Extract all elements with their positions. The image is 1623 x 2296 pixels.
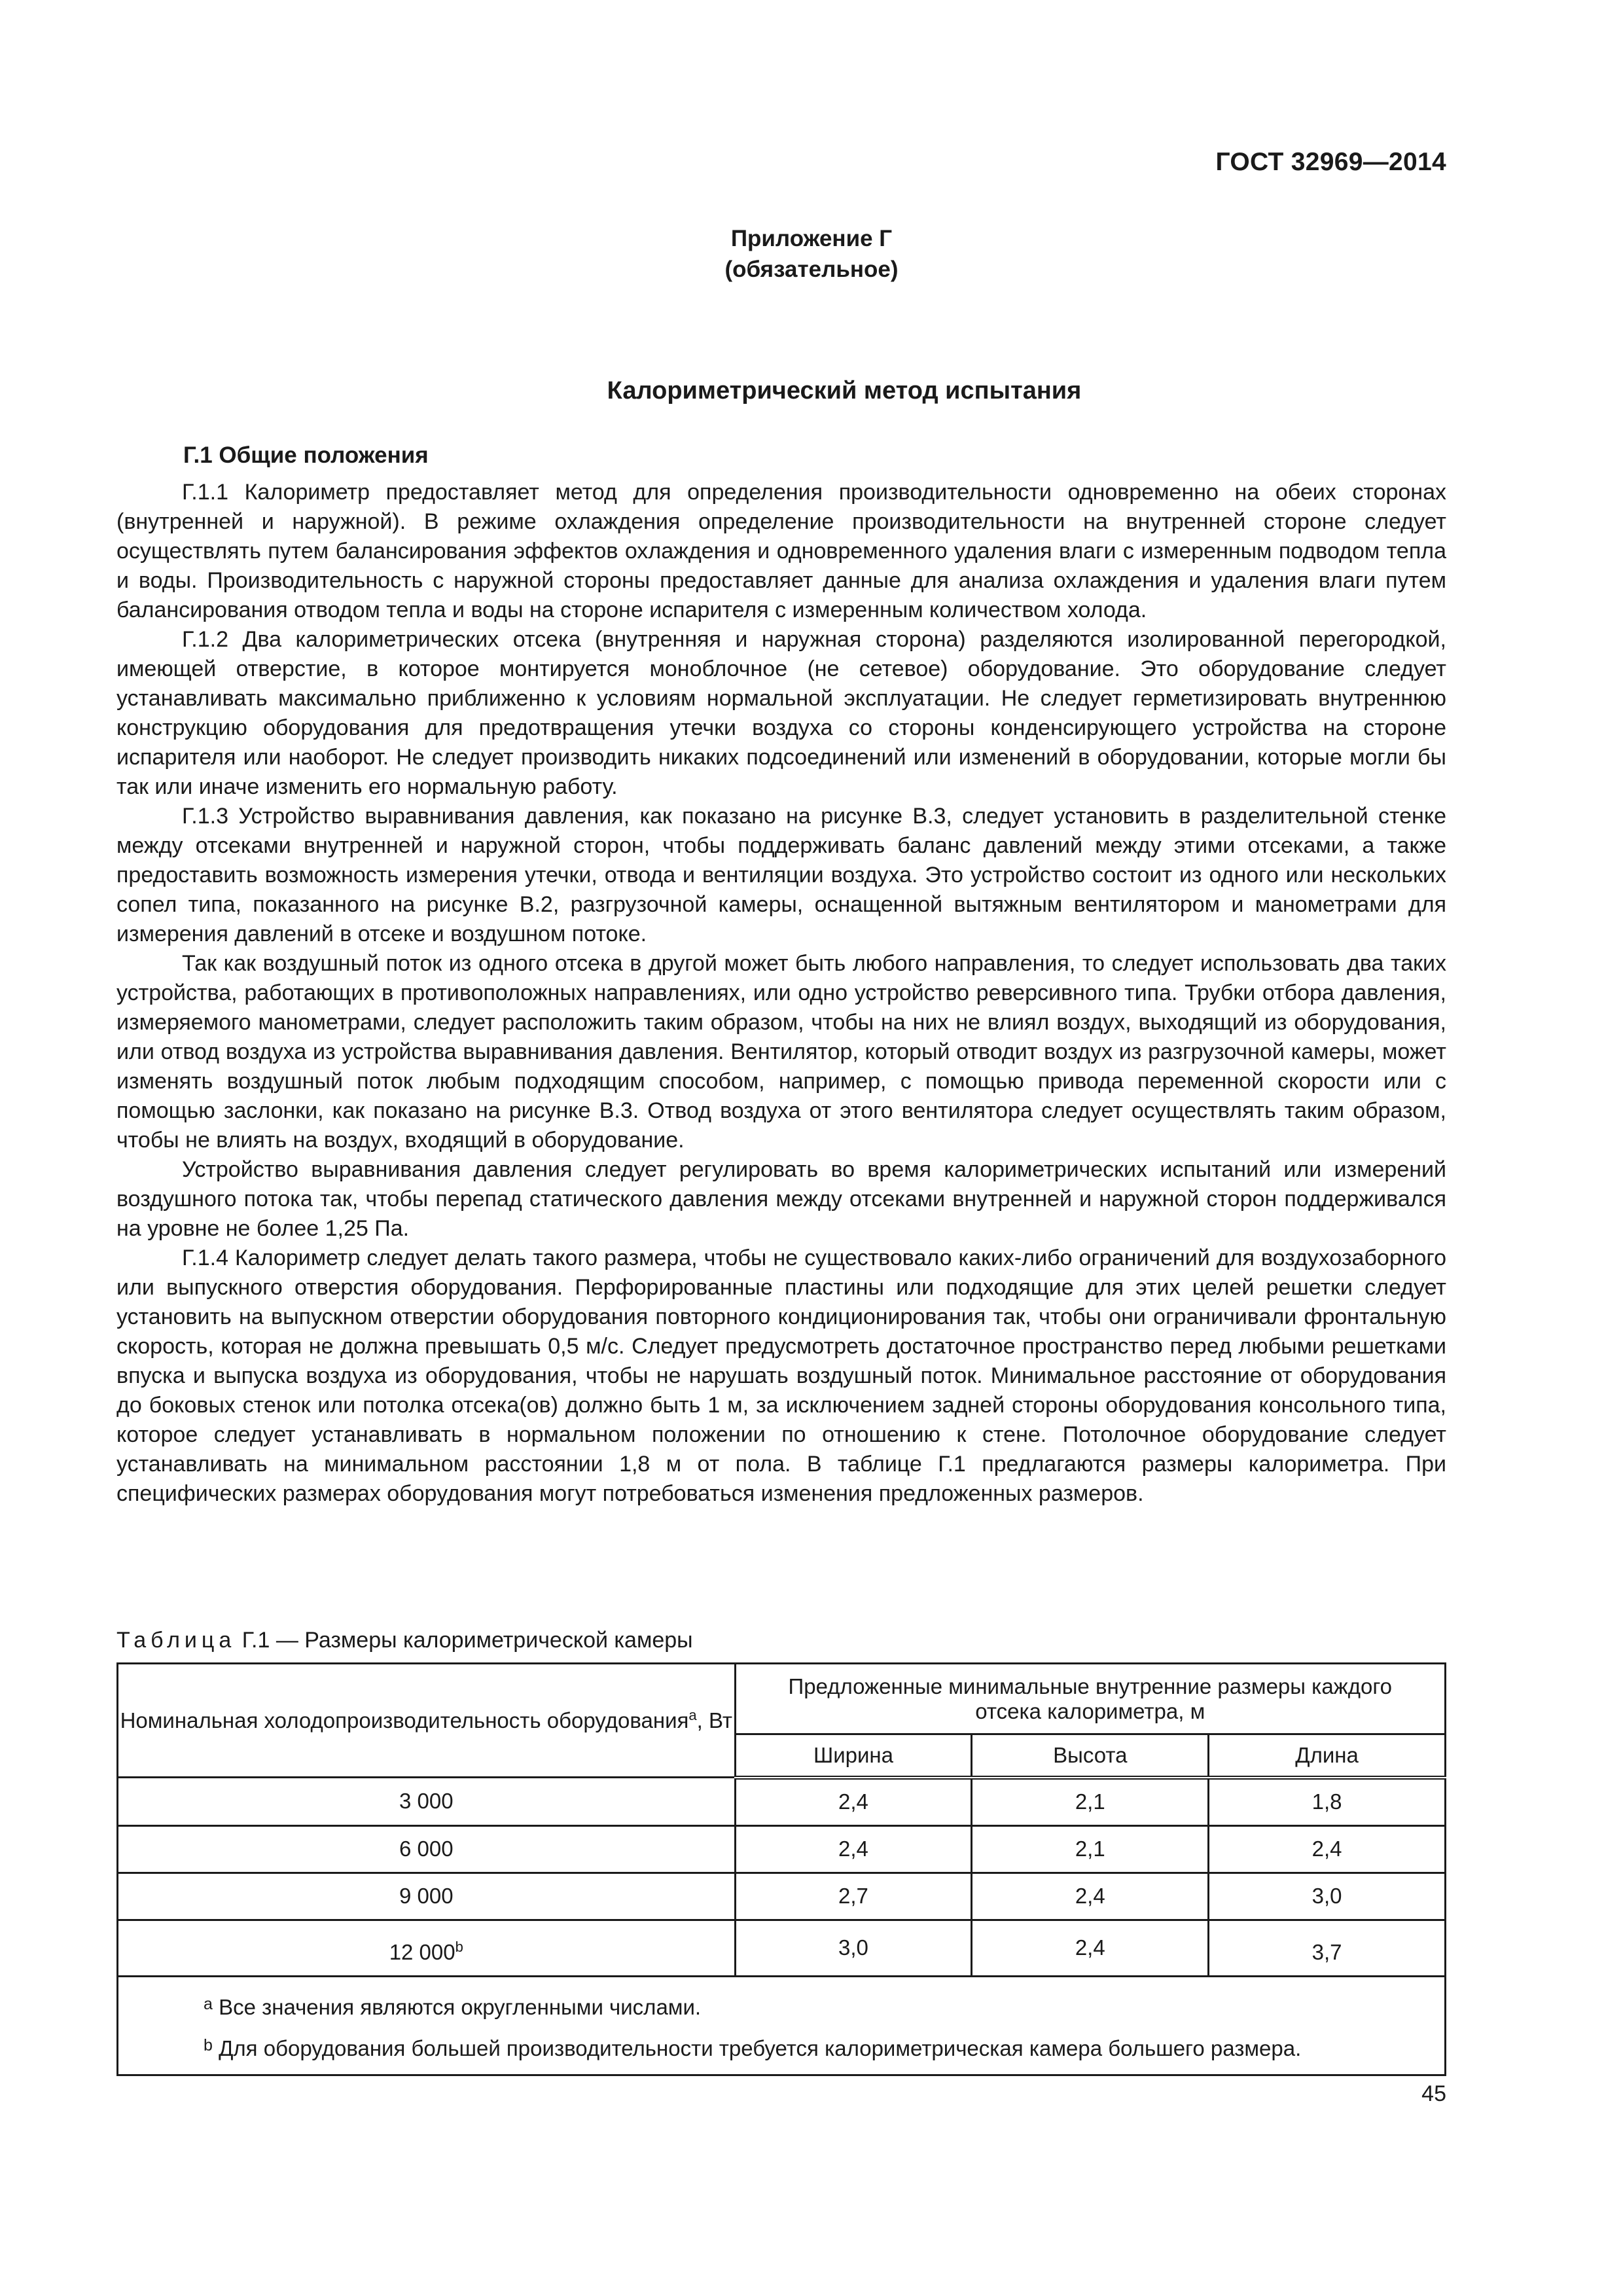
page-number: 45	[1421, 2081, 1446, 2106]
cell-length: 2,4	[1209, 1825, 1446, 1873]
table-footnotes	[118, 1976, 1446, 2075]
table-caption-text: Г.1 — Размеры калориметрической камеры	[236, 1628, 693, 1653]
section-title: Калориметрический метод испытания	[607, 377, 1082, 404]
dimensions-table	[116, 1662, 1446, 2076]
header-dimensions-group	[735, 1664, 1445, 1734]
paragraph: Г.1.1 Калориметр предоставляет метод для определения производительности одновременно на обеих сторонах (внутренней и наружной). В режиме охлаждения определение производительности на внутренней стороне следует осуществлять путем балансирования эффектов охлаждения и одновременного удаления влаги с измеренным подводом тепла и воды. Производительность с наружной стороны предоставляет данные для анализа охлаждения и удаления влаги путем балансирования отводом тепла и воды на стороне испарителя с измеренным количеством холода.	[116, 480, 1446, 622]
header-dimensions-label: Предложенные минимальные внутренние размеры каждого отсека калориметра, м	[788, 1674, 1393, 1723]
footnote	[204, 2026, 1444, 2068]
footnote-text: Все значения являются округленными числами.	[212, 1994, 702, 2019]
capacity-value: 3 000	[399, 1789, 454, 1814]
appendix-type: (обязательное)	[724, 257, 899, 282]
paragraph: Устройство выравнивания давления следует регулировать во время калориметрических испытаний или измерений воздушного потока так, чтобы перепад статического давления между отсеками внутренней и наружной сторон поддерживался на уровне не более 1,25 Па.	[116, 1157, 1446, 1241]
cell-capacity	[118, 1778, 736, 1826]
table-row	[118, 1825, 1446, 1873]
cell-width: 3,0	[735, 1920, 972, 1976]
footnote-ref: a	[688, 1706, 697, 1723]
header-width: Ширина	[735, 1734, 972, 1778]
footnote-ref: b	[455, 1939, 463, 1955]
cell-length: 3,0	[1209, 1873, 1446, 1920]
cell-width: 2,7	[735, 1873, 972, 1920]
header-height: Высота	[972, 1734, 1209, 1778]
cell-height: 2,1	[972, 1825, 1209, 1873]
cell-width: 2,4	[735, 1825, 972, 1873]
cell-length: 1,8	[1209, 1778, 1446, 1826]
footnote-mark: b	[204, 2036, 213, 2054]
paragraph: Г.1.2 Два калориметрических отсека (внутренняя и наружная сторона) разделяются изолированной перегородкой, имеющей отверстие, в которое монтируется моноблочное (не сетевое) оборудование. Это оборудование следует устанавливать максимально приближенно к условиям нормальной эксплуатации. Не следует герметизировать внутреннюю конструкцию оборудования для предотвращения утечки воздуха со стороны конденсирующего устройства на стороне испарителя или наоборот. Не следует производить никаких подсоединений или изменений в оборудовании, которые могли бы так или иначе изменить его нормальную работу.	[116, 627, 1446, 799]
paragraph: Так как воздушный поток из одного отсека в другой может быть любого направления, то следует использовать два таких устройства, работающих в противоположных направлениях, или одно устройство реверсивного типа. Трубки отбора давления, измеряемого манометрами, следует расположить таким образом, чтобы на них не влиял воздух, выходящий из оборудования, или отвод воздуха из устройства выравнивания давления. Вентилятор, который отводит воздух из разгрузочной камеры, может изменять воздушный поток любым подходящим способом, например, с помощью привода переменной скорости или с помощью заслонки, как показано на рисунке В.3. Отвод воздуха от этого вентилятора следует осуществлять таким образом, чтобы не влиять на воздух, входящий в оборудование.	[116, 951, 1446, 1153]
table-row	[118, 1873, 1446, 1920]
cell-capacity	[118, 1825, 736, 1873]
capacity-value: 6 000	[399, 1837, 454, 1861]
cell-width: 2,4	[735, 1778, 972, 1826]
appendix-title: Приложение Г	[730, 226, 893, 251]
footnote-mark: a	[204, 1994, 213, 2013]
table-row	[118, 1778, 1446, 1826]
cell-capacity	[118, 1873, 736, 1920]
cell-height: 2,1	[972, 1778, 1209, 1826]
paragraph: Г.1.4 Калориметр следует делать такого размера, чтобы не существовало каких-либо ограничений для воздухозаборного или выпускного отверстия оборудования. Перфорированные пластины или подходящие для этих целей решетки следует установить на выпускном отверстии оборудования повторного кондиционирования так, чтобы они ограничивали фронтальную скорость, которая не должна превышать 0,5 м/с. Следует предусмотреть достаточное пространство перед любыми решетками впуска и выпуска воздуха из оборудования, чтобы не нарушать воздушный поток. Минимальное расстояние от оборудования до боковых стенок или потолка отсека(ов) должно быть 1 м, за исключением задней стороны оборудования консольного типа, которое следует устанавливать в нормальном положении по отношению к стене. Потолочное оборудование следует устанавливать на минимальном расстоянии 1,8 м от пола. В таблице Г.1 предлагаются размеры калориметра. При специфических размерах оборудования могут потребоваться изменения предложенных размеров.	[116, 1246, 1446, 1506]
table-row	[118, 1920, 1446, 1976]
body-text	[116, 478, 1446, 1509]
subsection-heading: Г.1 Общие положения	[183, 442, 429, 468]
footnote-text: Для оборудования большей производительности требуется калориметрическая камера большего размера.	[212, 2036, 1302, 2060]
header-capacity-unit: , Вт	[696, 1708, 733, 1732]
cell-length: 3,7	[1209, 1920, 1446, 1976]
paragraph: Г.1.3 Устройство выравнивания давления, как показано на рисунке В.3, следует установить в разделительной стенке между отсеками внутренней и наружной сторон, чтобы поддерживать баланс давлений между этими отсеками, а также предоставить возможность измерения утечки, отвода и вентиляции воздуха. Это устройство состоит из одного или нескольких сопел типа, показанного на рисунке В.2, разгрузочной камеры, оснащенной вытяжным вентилятором и манометрами для измерения давлений в отсеке и воздушном потоке.	[116, 804, 1446, 946]
capacity-value: 12 000	[389, 1940, 455, 1964]
document-code: ГОСТ 32969—2014	[1215, 148, 1446, 176]
header-length: Длина	[1209, 1734, 1446, 1778]
header-capacity	[118, 1664, 736, 1778]
cell-height: 2,4	[972, 1873, 1209, 1920]
capacity-value: 9 000	[399, 1884, 454, 1908]
header-capacity-label: Номинальная холодопроизводительность оборудования	[120, 1708, 689, 1732]
table-caption-label: Таблица	[116, 1628, 236, 1653]
cell-height: 2,4	[972, 1920, 1209, 1976]
cell-capacity	[118, 1920, 736, 1976]
footnotes-row	[118, 1976, 1446, 2075]
table-caption	[116, 1628, 693, 1653]
footnote	[204, 1985, 1444, 2026]
